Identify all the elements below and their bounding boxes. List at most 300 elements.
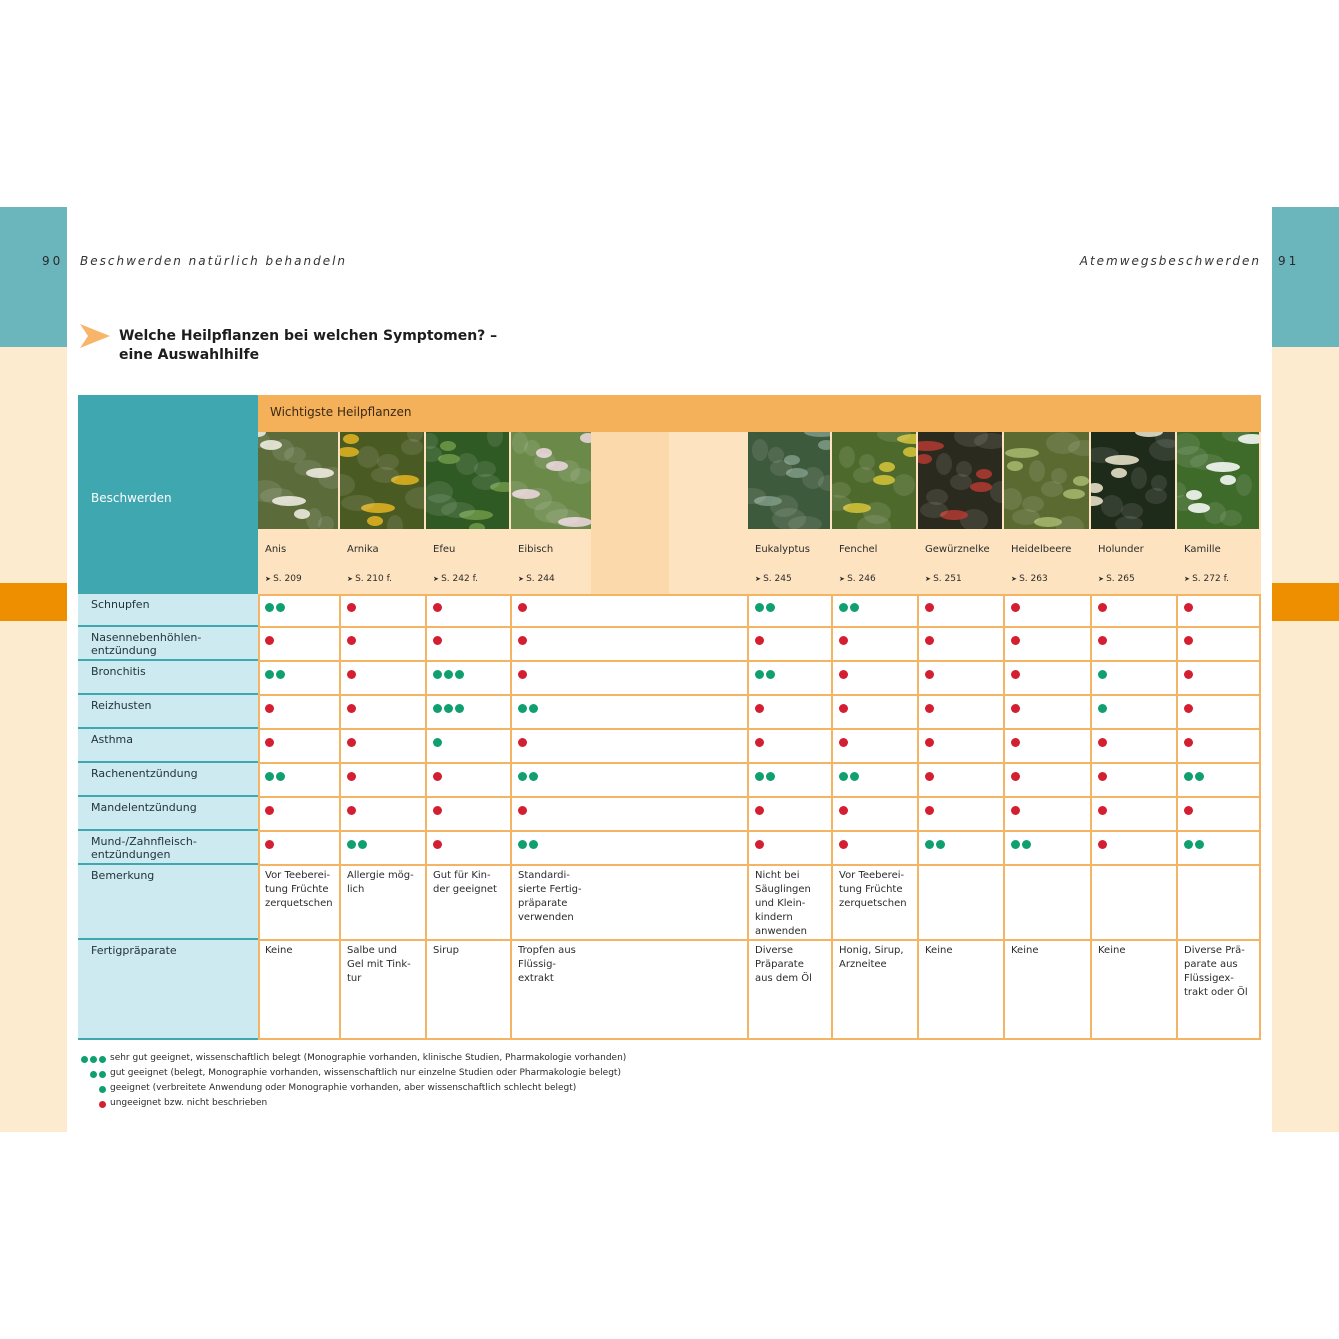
plant-name: Holunder — [1098, 544, 1144, 555]
cell-note: Salbe und Gel mit Tink- tur — [347, 945, 411, 984]
rating-dots — [433, 806, 442, 815]
rating-cell — [1177, 695, 1261, 729]
rating-cell — [511, 940, 748, 1040]
red-rating-dot — [925, 670, 934, 679]
red-rating-dot — [755, 704, 764, 713]
header-spacer — [591, 432, 669, 594]
rating-dots — [925, 806, 934, 815]
rating-cell — [748, 865, 832, 940]
red-rating-dot — [433, 603, 442, 612]
clove-plant-photo — [918, 432, 1002, 529]
rating-dots — [925, 670, 934, 679]
rating-dots — [755, 840, 764, 849]
green-rating-dot — [755, 670, 764, 679]
symptoms-header-label: Beschwerden — [91, 491, 172, 505]
red-rating-dot — [1098, 806, 1107, 815]
red-rating-dot — [518, 738, 527, 747]
plants-header-label: Wichtigste Heilpflanzen — [270, 405, 412, 419]
red-rating-dot — [839, 670, 848, 679]
green-rating-dot — [1022, 840, 1031, 849]
red-rating-dot — [1011, 636, 1020, 645]
red-rating-dot — [433, 636, 442, 645]
plant-name: Eibisch — [518, 544, 554, 555]
rating-dots — [925, 772, 934, 781]
red-rating-dot — [755, 636, 764, 645]
column-divider — [831, 594, 833, 1040]
rating-cell — [918, 763, 1004, 797]
green-rating-dot — [755, 603, 764, 612]
right-page-number: 91 — [1278, 254, 1300, 268]
symptom-row-label — [78, 940, 258, 1040]
rating-cell — [258, 594, 340, 627]
red-rating-dot — [1011, 772, 1020, 781]
rating-cell — [832, 729, 918, 763]
cell-note: Vor Teeberei- tung Früchte zerquetschen — [265, 870, 333, 909]
green-rating-dot — [265, 772, 274, 781]
rating-cell — [918, 661, 1004, 695]
header-spacer — [669, 432, 748, 594]
plant-page-reference[interactable]: ➤ S. 272 f. — [1184, 574, 1229, 584]
cell-note: Nicht bei Säuglingen und Klein- kindern anwenden — [755, 870, 811, 937]
marshmallow-flowers-photo — [511, 432, 591, 529]
green-rating-dot — [276, 772, 285, 781]
plant-column — [1004, 432, 1091, 594]
rating-dots — [518, 670, 527, 679]
rating-dots — [433, 840, 442, 849]
rating-cell — [258, 865, 340, 940]
rating-dots — [755, 738, 764, 747]
rating-cell — [1004, 594, 1091, 627]
green-rating-dot — [518, 840, 527, 849]
rating-cell — [1091, 831, 1177, 865]
column-divider — [917, 594, 919, 1040]
red-rating-dot — [755, 806, 764, 815]
green-rating-dot — [99, 1071, 106, 1078]
plant-page-reference[interactable]: ➤ S. 242 f. — [433, 574, 478, 584]
green-rating-dot — [265, 603, 274, 612]
red-rating-dot — [433, 806, 442, 815]
rating-dots — [925, 636, 934, 645]
rating-dots — [265, 636, 274, 645]
rating-dots — [839, 704, 848, 713]
rating-cell — [1177, 661, 1261, 695]
cell-note: Vor Teeberei- tung Früchte zerquetschen — [839, 870, 907, 909]
green-rating-dot — [90, 1056, 97, 1063]
plants-header — [258, 395, 1261, 432]
row-label-text: Bemerkung — [91, 869, 155, 882]
rating-dots — [1184, 636, 1193, 645]
rating-dots — [1011, 704, 1020, 713]
green-rating-dot — [433, 670, 442, 679]
ivy-leaves-photo — [426, 432, 509, 529]
rating-cell — [258, 695, 340, 729]
rating-cell — [748, 627, 832, 661]
cell-note: Standardi- sierte Fertig- präparate verwenden — [518, 870, 582, 923]
rating-cell — [1177, 763, 1261, 797]
green-rating-dot — [276, 603, 285, 612]
red-rating-dot — [99, 1101, 106, 1108]
title-line-1: Welche Heilpflanzen bei welchen Symptomen? – — [119, 328, 498, 344]
rating-cell — [1177, 627, 1261, 661]
rating-cell — [918, 865, 1004, 940]
green-rating-dot — [99, 1056, 106, 1063]
rating-cell — [1004, 797, 1091, 831]
green-rating-dot — [839, 603, 848, 612]
rating-cell — [258, 940, 340, 1040]
plant-name: Arnika — [347, 544, 379, 555]
rating-cell — [1091, 865, 1177, 940]
red-rating-dot — [347, 603, 356, 612]
rating-cell — [426, 940, 511, 1040]
rating-dots — [433, 636, 442, 645]
rating-cell — [748, 763, 832, 797]
plant-column — [918, 432, 1004, 594]
legend-dots — [78, 1056, 106, 1063]
rating-dots — [433, 772, 442, 781]
red-rating-dot — [347, 772, 356, 781]
rating-dots — [347, 840, 367, 849]
red-rating-dot — [518, 636, 527, 645]
rating-dots — [839, 772, 859, 781]
rating-cell — [258, 729, 340, 763]
plant-page-reference[interactable]: ➤ S. 209 — [265, 574, 302, 584]
rating-cell — [511, 729, 748, 763]
rating-dots — [1011, 772, 1020, 781]
red-rating-dot — [925, 772, 934, 781]
arrow-icon — [80, 324, 110, 348]
cell-note: Diverse Präparate aus dem Öl — [755, 945, 812, 984]
plant-column — [748, 432, 832, 594]
red-rating-dot — [925, 704, 934, 713]
rating-dots — [1184, 670, 1193, 679]
rating-cell — [1004, 831, 1091, 865]
rating-cell — [258, 797, 340, 831]
red-rating-dot — [1011, 704, 1020, 713]
rating-cell — [1177, 797, 1261, 831]
red-rating-dot — [925, 738, 934, 747]
red-rating-dot — [265, 704, 274, 713]
arnica-flowers-photo — [340, 432, 424, 529]
green-rating-dot — [1098, 704, 1107, 713]
red-rating-dot — [347, 704, 356, 713]
rating-dots — [755, 636, 764, 645]
green-rating-dot — [529, 704, 538, 713]
rating-cell — [426, 695, 511, 729]
rating-cell — [426, 627, 511, 661]
rating-dots — [1098, 840, 1107, 849]
red-rating-dot — [755, 840, 764, 849]
plant-page-reference[interactable]: ➤ S. 246 — [839, 574, 876, 584]
elder-blossom-photo — [1091, 432, 1175, 529]
rating-dots — [347, 772, 356, 781]
rating-dots — [518, 636, 527, 645]
rating-cell — [918, 594, 1004, 627]
rating-dots — [839, 670, 848, 679]
rating-cell — [340, 797, 426, 831]
left-page-number: 90 — [42, 254, 64, 268]
green-rating-dot — [90, 1071, 97, 1078]
green-rating-dot — [347, 840, 356, 849]
rating-cell — [918, 831, 1004, 865]
rating-cell — [426, 763, 511, 797]
eucalyptus-leaves-photo — [748, 432, 830, 529]
rating-cell — [918, 729, 1004, 763]
red-rating-dot — [347, 670, 356, 679]
green-rating-dot — [358, 840, 367, 849]
rating-dots — [347, 806, 356, 815]
plant-page-reference[interactable]: ➤ S. 245 — [755, 574, 792, 584]
red-rating-dot — [265, 636, 274, 645]
rating-cell — [918, 797, 1004, 831]
rating-cell — [511, 797, 748, 831]
red-rating-dot — [1184, 603, 1193, 612]
rating-cell — [340, 763, 426, 797]
rating-cell — [748, 695, 832, 729]
green-rating-dot — [850, 772, 859, 781]
column-divider — [339, 594, 341, 1040]
rating-dots — [1011, 636, 1020, 645]
red-rating-dot — [1098, 603, 1107, 612]
red-rating-dot — [839, 636, 848, 645]
red-rating-dot — [839, 806, 848, 815]
rating-cell — [832, 763, 918, 797]
rating-cell — [340, 865, 426, 940]
green-rating-dot — [518, 772, 527, 781]
symptom-row-label — [78, 763, 258, 797]
red-rating-dot — [1011, 806, 1020, 815]
green-rating-dot — [1011, 840, 1020, 849]
plant-name: Efeu — [433, 544, 456, 555]
plant-name: Anis — [265, 544, 287, 555]
rating-cell — [1177, 940, 1261, 1040]
rating-dots — [265, 806, 274, 815]
red-rating-dot — [433, 772, 442, 781]
column-divider — [425, 594, 427, 1040]
cell-note: Keine — [265, 945, 293, 956]
rating-dots — [265, 670, 285, 679]
plant-page-reference[interactable]: ➤ S. 251 — [925, 574, 962, 584]
green-rating-dot — [766, 772, 775, 781]
rating-cell — [1177, 594, 1261, 627]
rating-dots — [1098, 772, 1107, 781]
green-rating-dot — [444, 670, 453, 679]
rating-dots — [925, 738, 934, 747]
rating-cell — [1091, 763, 1177, 797]
rating-dots — [1184, 704, 1193, 713]
rating-cell — [832, 797, 918, 831]
plant-page-reference[interactable]: ➤ S. 244 — [518, 574, 555, 584]
green-rating-dot — [1184, 772, 1193, 781]
rating-cell — [1004, 763, 1091, 797]
rating-dots — [265, 603, 285, 612]
rating-dots — [265, 840, 274, 849]
fennel-umbels-photo — [832, 432, 916, 529]
rating-dots — [1098, 738, 1107, 747]
rating-dots — [1011, 840, 1031, 849]
plant-page-reference[interactable]: ➤ S. 263 — [1011, 574, 1048, 584]
rating-dots — [839, 636, 848, 645]
rating-cell — [426, 594, 511, 627]
green-rating-dot — [850, 603, 859, 612]
rating-dots — [1098, 670, 1107, 679]
red-rating-dot — [925, 806, 934, 815]
rating-cell — [511, 661, 748, 695]
plant-name: Kamille — [1184, 544, 1221, 555]
rating-cell — [1004, 865, 1091, 940]
green-rating-dot — [1195, 840, 1204, 849]
column-divider — [510, 594, 512, 1040]
rating-dots — [347, 704, 356, 713]
symptom-row-label — [78, 797, 258, 831]
book-spread — [0, 207, 1339, 1132]
rating-dots — [755, 603, 775, 612]
column-divider — [1090, 594, 1092, 1040]
red-rating-dot — [1184, 636, 1193, 645]
rating-dots — [1184, 840, 1204, 849]
rating-cell — [748, 594, 832, 627]
rating-cell — [748, 940, 832, 1040]
red-rating-dot — [839, 704, 848, 713]
rating-dots — [518, 704, 538, 713]
red-rating-dot — [1184, 670, 1193, 679]
rating-dots — [755, 806, 764, 815]
rating-dots — [839, 603, 859, 612]
rating-dots — [265, 704, 274, 713]
left-chapter-marker — [0, 583, 67, 621]
cell-note: Sirup — [433, 945, 459, 956]
rating-dots — [839, 840, 848, 849]
rating-cell — [1177, 831, 1261, 865]
row-label-text: Rachenentzündung — [91, 767, 198, 780]
symptom-row-label — [78, 831, 258, 865]
row-label-text: Asthma — [91, 733, 133, 746]
plant-page-reference[interactable]: ➤ S. 210 f. — [347, 574, 392, 584]
cell-note: Keine — [1098, 945, 1126, 956]
left-teal-tab — [0, 207, 67, 347]
rating-cell — [748, 729, 832, 763]
row-label-text: Schnupfen — [91, 598, 150, 611]
symptom-row-label — [78, 695, 258, 729]
rating-dots — [347, 636, 356, 645]
column-divider — [1003, 594, 1005, 1040]
rating-cell — [426, 661, 511, 695]
rating-cell — [340, 729, 426, 763]
plant-column — [426, 432, 511, 594]
green-rating-dot — [518, 704, 527, 713]
rating-dots — [1011, 603, 1020, 612]
right-running-head: Atemwegsbeschwerden — [1079, 254, 1261, 268]
symptom-row-label — [78, 594, 258, 627]
rating-dots — [925, 603, 934, 612]
rating-dots — [1184, 806, 1193, 815]
row-label-text: Mund-/Zahnfleisch- entzündungen — [91, 835, 197, 861]
red-rating-dot — [1098, 738, 1107, 747]
row-label-text: Mandelentzündung — [91, 801, 197, 814]
rating-cell — [748, 661, 832, 695]
rating-cell — [258, 763, 340, 797]
cell-note: Keine — [1011, 945, 1039, 956]
green-rating-dot — [433, 738, 442, 747]
rating-cell — [1091, 797, 1177, 831]
plant-page-reference[interactable]: ➤ S. 265 — [1098, 574, 1135, 584]
rating-cell — [832, 831, 918, 865]
plant-column — [258, 432, 340, 594]
green-rating-dot — [276, 670, 285, 679]
rating-cell — [832, 865, 918, 940]
plant-name: Gewürznelke — [925, 544, 990, 555]
column-divider — [1176, 594, 1178, 1040]
rating-cell — [340, 695, 426, 729]
rating-dots — [518, 840, 538, 849]
plant-column — [832, 432, 918, 594]
rating-dots — [347, 738, 356, 747]
green-rating-dot — [925, 840, 934, 849]
rating-dots — [1098, 636, 1107, 645]
symptom-row-label — [78, 865, 258, 940]
symptom-row-label — [78, 661, 258, 695]
anise-flowers-photo — [258, 432, 338, 529]
rating-dots — [518, 738, 527, 747]
rating-dots — [347, 603, 356, 612]
red-rating-dot — [518, 806, 527, 815]
rating-dots — [839, 806, 848, 815]
legend-dots — [78, 1071, 106, 1078]
plant-column — [340, 432, 426, 594]
rating-dots — [755, 772, 775, 781]
rating-cell — [1091, 940, 1177, 1040]
plant-column — [1177, 432, 1261, 594]
plant-name: Eukalyptus — [755, 544, 810, 555]
green-rating-dot — [265, 670, 274, 679]
green-rating-dot — [936, 840, 945, 849]
red-rating-dot — [1011, 603, 1020, 612]
rating-dots — [265, 772, 285, 781]
rating-dots — [1011, 670, 1020, 679]
cell-note: Tropfen aus Flüssig- extrakt — [518, 945, 576, 984]
red-rating-dot — [433, 840, 442, 849]
rating-cell — [511, 831, 748, 865]
legend-dots — [78, 1086, 106, 1093]
rating-dots — [433, 738, 442, 747]
row-label-text: Reizhusten — [91, 699, 152, 712]
rating-cell — [1004, 695, 1091, 729]
rating-cell — [918, 940, 1004, 1040]
rating-cell — [832, 594, 918, 627]
rating-cell — [1004, 940, 1091, 1040]
rating-cell — [1091, 695, 1177, 729]
rating-dots — [1098, 806, 1107, 815]
rating-cell — [1091, 627, 1177, 661]
red-rating-dot — [1011, 738, 1020, 747]
symptom-row-label — [78, 627, 258, 661]
legend-text: gut geeignet (belegt, Monographie vorhanden, wissenschaftlich nur einzelne Studien oder Pharmakologie belegt) — [110, 1068, 621, 1078]
red-rating-dot — [347, 806, 356, 815]
rating-cell — [918, 627, 1004, 661]
rating-dots — [518, 603, 527, 612]
green-rating-dot — [444, 704, 453, 713]
red-rating-dot — [755, 738, 764, 747]
rating-cell — [832, 627, 918, 661]
column-divider — [747, 594, 749, 1040]
rating-cell — [340, 594, 426, 627]
rating-dots — [1098, 603, 1107, 612]
right-teal-tab — [1272, 207, 1339, 347]
rating-cell — [258, 627, 340, 661]
rating-cell — [340, 627, 426, 661]
green-rating-dot — [766, 670, 775, 679]
rating-dots — [1184, 772, 1204, 781]
rating-cell — [426, 865, 511, 940]
